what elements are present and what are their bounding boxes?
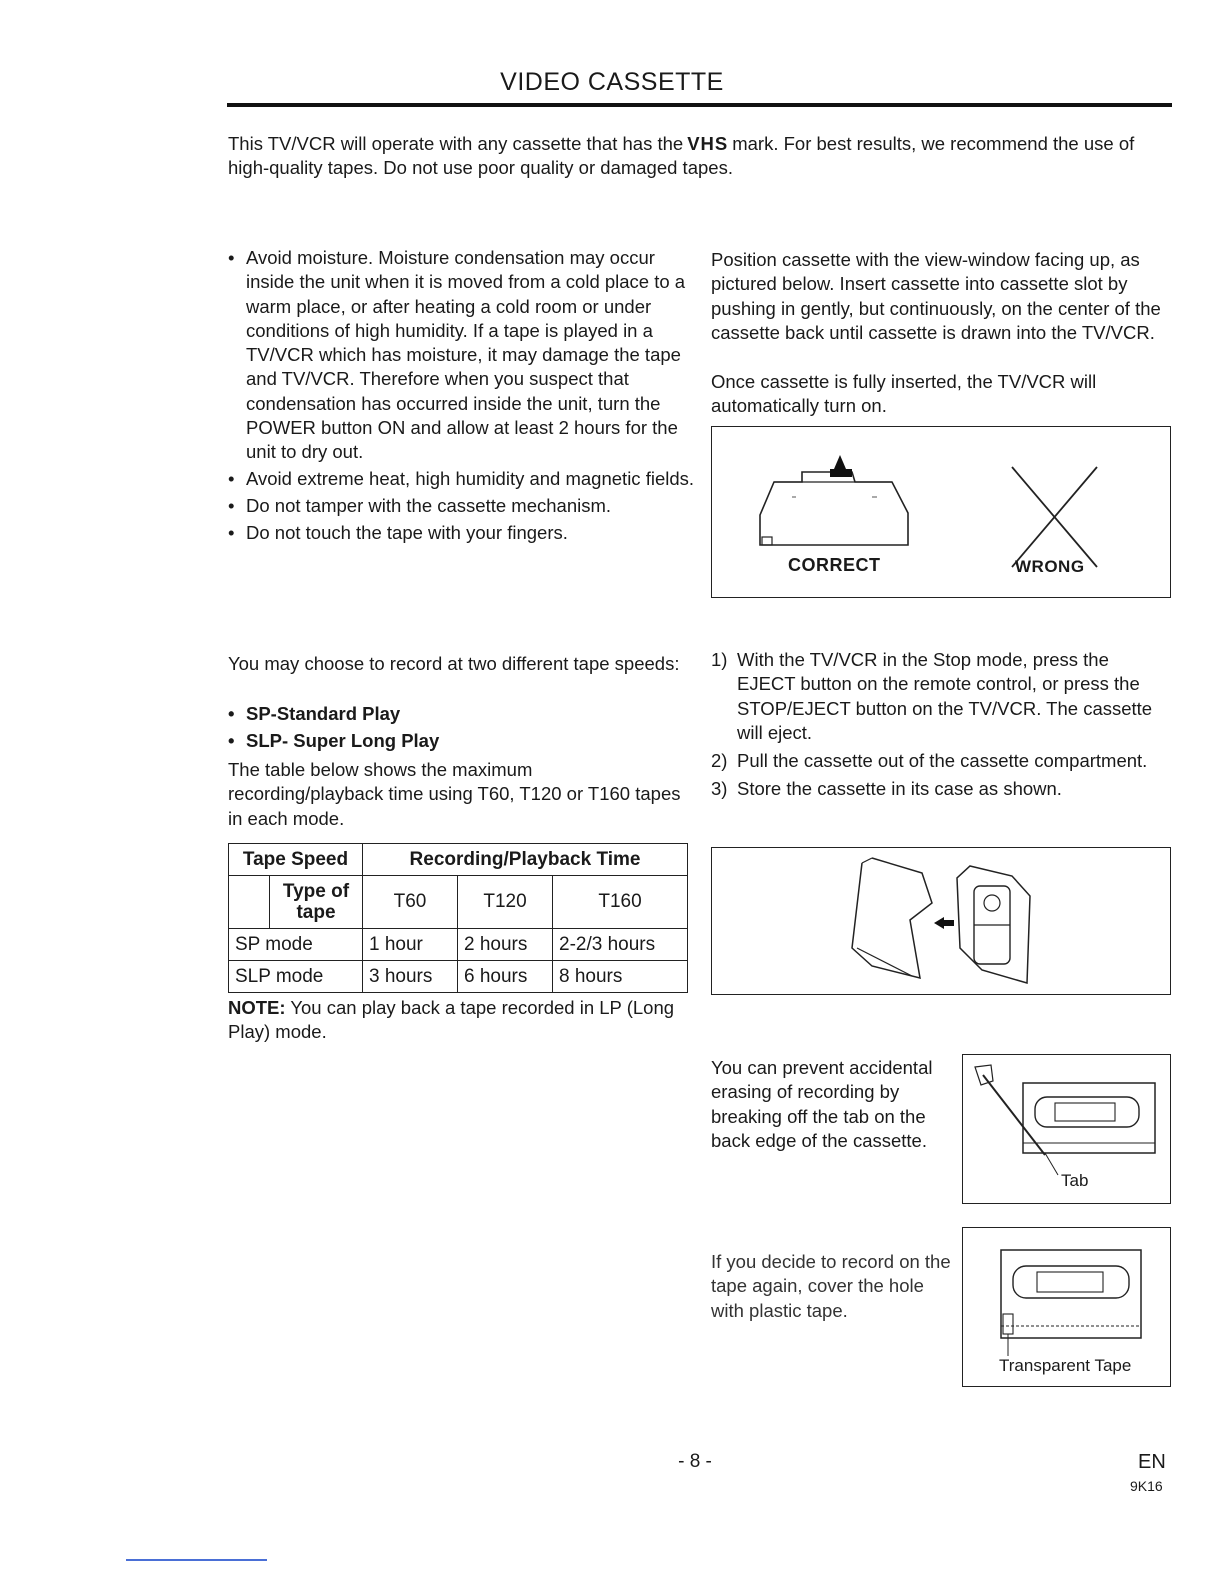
link-underline: [126, 1559, 267, 1561]
intro-text-1: This TV/VCR will operate with any cassette that has the: [228, 133, 684, 154]
row-mode: SLP mode: [229, 961, 363, 993]
header-type-of-tape: Type of tape: [270, 876, 363, 929]
store-illustration: [711, 847, 1171, 995]
step-number: 3): [711, 778, 728, 800]
insert-paragraph: Position cassette with the view-window facing up, as pictured below. Insert cassette into cassette slot by pushing in gently, but continuously, on the center of the cassette back until cassette is drawn into the TV/VCR.: [711, 249, 1161, 343]
col-t160: T160: [553, 876, 688, 929]
care-item: • Do not touch the tape with your fingers.: [228, 521, 698, 545]
intro-paragraph: [228, 132, 1168, 180]
header-recording-time: Recording/Playback Time: [363, 844, 688, 876]
language-code: EN: [1138, 1451, 1166, 1473]
note-text: You can play back a tape recorded in LP (Long Play) mode.: [228, 997, 675, 1043]
cassette-case-icon: [712, 848, 1169, 993]
row-value: 6 hours: [458, 961, 553, 993]
correct-label: CORRECT: [788, 555, 881, 575]
step-item: [711, 777, 1166, 801]
table-row: [229, 929, 688, 961]
row-value: 8 hours: [553, 961, 688, 993]
table-row: [229, 961, 688, 993]
speed-item-slp: • SLP- Super Long Play: [228, 729, 683, 753]
step-text: With the TV/VCR in the Stop mode, press the EJECT button on the remote control, or press the STOP/EJECT button on the TV/VCR. The cassette will eject.: [737, 649, 1153, 743]
col-t120: T120: [458, 876, 553, 929]
speeds-intro: You may choose to record at two different tape speeds:: [228, 653, 680, 674]
step-item: [711, 749, 1166, 773]
speeds-description: The table below shows the maximum recording/playback time using T60, T120 or T160 tapes in each mode.: [228, 759, 681, 829]
care-list: [228, 246, 698, 546]
header-tape-speed: Tape Speed: [229, 844, 363, 876]
row-mode: SP mode: [229, 929, 363, 961]
cassette-orientation-icon: [712, 427, 1169, 596]
care-item: • Avoid moisture. Moisture condensation may occur inside the unit when it is moved from a cold place to a warm place, or after heating a cold room or under conditions of high humidity. If a tape is played in a TV/VCR which has moisture, it may damage the tape and TV/VCR. Therefore when you suspect that condensation has occurred inside the unit, turn the POWER button ON and allow at least 2 hours for the unit to dry out.: [228, 246, 698, 465]
insert-note: Once cassette is fully inserted, the TV/VCR will automatically turn on.: [711, 371, 1097, 417]
care-item: • Do not tamper with the cassette mechanism.: [228, 494, 698, 518]
wrong-label: WRONG: [1015, 557, 1085, 576]
page-number: - 8 -: [678, 1451, 712, 1472]
protect-paragraph: You can prevent accidental erasing of recording by breaking off the tab on the back edge of the cassette.: [711, 1057, 933, 1151]
doc-code: 9K16: [1130, 1478, 1163, 1494]
intro-text-2: mark. For best results, we recommend the use of high-quality tapes. Do not use poor quality or damaged tapes.: [228, 133, 1135, 178]
row-value: 1 hour: [363, 929, 458, 961]
table-spacer-cell: [229, 876, 270, 929]
transparent-tape-label: Transparent Tape: [999, 1356, 1132, 1375]
step-number: 2): [711, 750, 728, 772]
vhs-mark: VHS: [687, 133, 729, 154]
transparent-tape-illustration: [962, 1227, 1171, 1387]
tab-label: Tab: [1061, 1171, 1089, 1190]
tab-illustration: [962, 1054, 1171, 1204]
insert-illustration: [711, 426, 1171, 598]
recording-time-table: [228, 843, 688, 993]
title-rule: [227, 103, 1172, 107]
page-title: VIDEO CASSETTE: [500, 68, 724, 96]
step-text: Pull the cassette out of the cassette compartment.: [737, 750, 1148, 772]
step-number: 1): [711, 649, 728, 670]
care-item: • Avoid extreme heat, high humidity and magnetic fields.: [228, 467, 698, 491]
note-label: NOTE:: [228, 997, 286, 1018]
row-value: 2 hours: [458, 929, 553, 961]
row-value: 3 hours: [363, 961, 458, 993]
step-text: Store the cassette in its case as shown.: [737, 778, 1062, 800]
rerecord-paragraph: If you decide to record on the tape again, cover the hole with plastic tape.: [711, 1251, 951, 1321]
col-t60: T60: [363, 876, 458, 929]
step-item: [711, 648, 1166, 745]
eject-steps: [711, 648, 1166, 802]
row-value: 2-2/3 hours: [553, 929, 688, 961]
note-paragraph: [228, 996, 688, 1045]
speed-list: [228, 702, 683, 754]
speed-item-sp: • SP-Standard Play: [228, 702, 683, 726]
